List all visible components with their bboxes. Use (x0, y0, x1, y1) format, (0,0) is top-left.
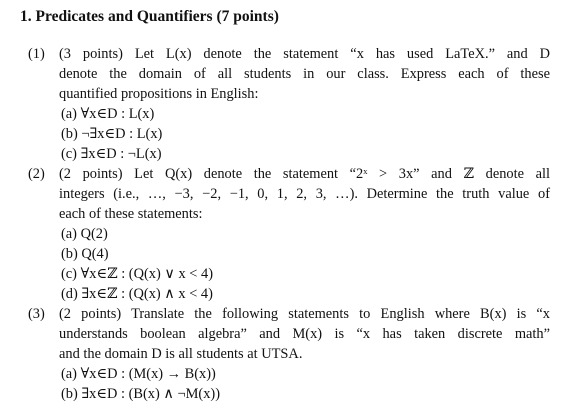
section-title: 1. Predicates and Quantifiers (7 points) (20, 8, 279, 25)
problem-3-line-3: and the domain D is all students at UTSA. (59, 346, 303, 362)
problem-3-line-1 (28, 305, 550, 323)
problem-3-text-1: (2 points) Translate the following statements to English where B(x) is “x (59, 306, 550, 322)
problem-1-number: (1) (28, 46, 45, 62)
problem-2-line-3: each of these statements: (59, 206, 203, 222)
problem-1-text-1: (3 points) Let L(x) denote the statement “x has used LaTeX.” and D (59, 46, 550, 62)
problem-3-number: (3) (28, 306, 45, 322)
problem-1-part-a: (a) ∀x∈D : L(x) (61, 106, 155, 122)
problem-2-part-a: (a) Q(2) (61, 226, 108, 242)
problem-1-line-1 (28, 45, 550, 63)
problem-1-part-c: (c) ∃x∈D : ¬L(x) (61, 146, 162, 162)
problem-2-part-d: (d) ∃x∈ℤ : (Q(x) ∧ x < 4) (61, 286, 213, 302)
problem-2-text-1: (2 points) Let Q(x) denote the statement “2ˣ > 3x” and ℤ denote all (59, 166, 550, 182)
problem-3-part-a: (a) ∀x∈D : (M(x) → B(x)) (61, 366, 216, 382)
problem-2-line-2: integers (i.e., …, −3, −2, −1, 0, 1, 2, 3, …). Determine the truth value of (59, 186, 550, 202)
problem-1-line-2: denote the domain of all students in our class. Express each of these (59, 66, 550, 82)
problem-1-line-3: quantified propositions in English: (59, 86, 259, 102)
problem-1-part-b: (b) ¬∃x∈D : L(x) (61, 126, 163, 142)
problem-2-line-1 (28, 165, 550, 183)
problem-3-part-b: (b) ∃x∈D : (B(x) ∧ ¬M(x)) (61, 386, 220, 402)
problem-2-number: (2) (28, 166, 45, 182)
problem-2-part-b: (b) Q(4) (61, 246, 109, 262)
problem-3-line-2: understands boolean algebra” and M(x) is “x has taken discrete math” (59, 326, 550, 342)
problem-2-part-c: (c) ∀x∈ℤ : (Q(x) ∨ x < 4) (61, 266, 213, 282)
